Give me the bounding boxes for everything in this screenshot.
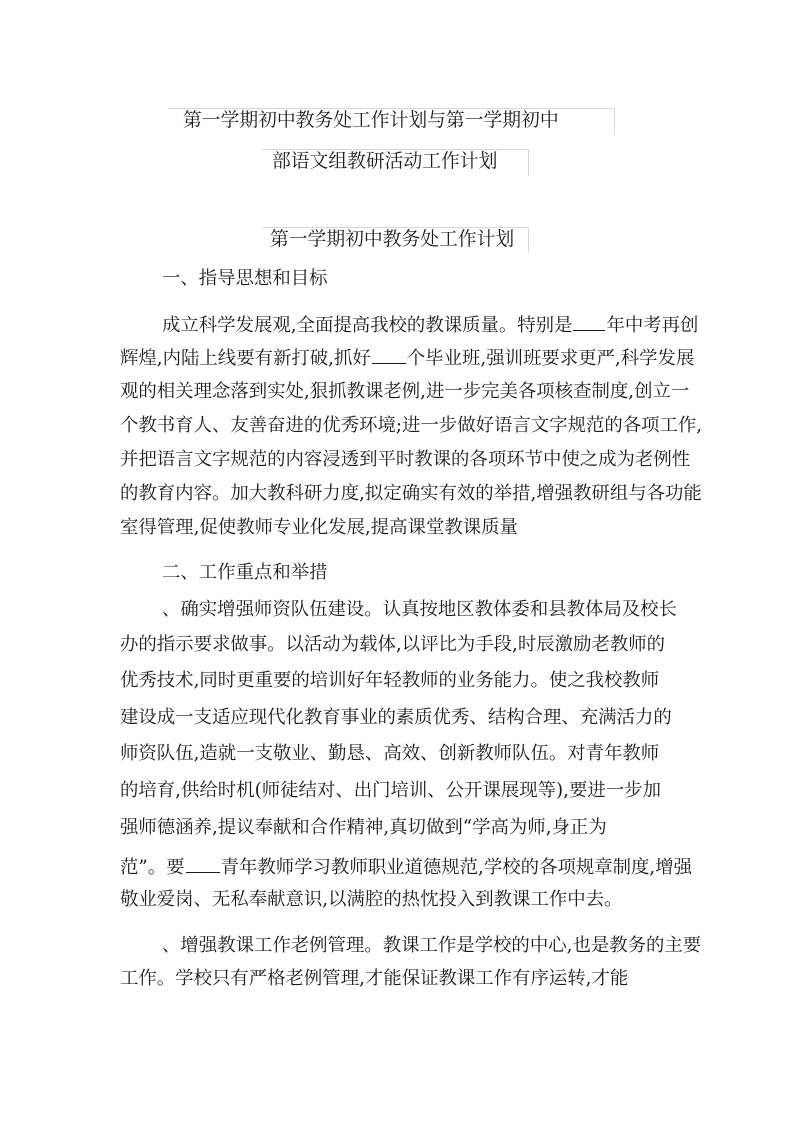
paragraph-line: 工作。学校只有严格老例管理,才能保证教课工作有序运转,才能	[120, 968, 629, 989]
paragraph-line: 辉煌,内陆上线要有新打破,抓好 个毕业班,强训班要求更严,科学发展	[120, 348, 695, 369]
paragraph-line: 室得管理,促使教师专业化发展,提高课堂教课质量	[120, 517, 518, 538]
paragraph-line: 敬业爱岗、无私奉献意识,以满腔的热忱投入到教课工作中去。	[120, 889, 623, 910]
paragraph-line: 、增强教课工作老例管理。教课工作是学校的中心,也是教务的主要	[162, 935, 702, 956]
paragraph-line: 师资队伍,造就一支敬业、勤恳、高效、创新教师队伍。对青年教师	[120, 743, 660, 764]
paragraph-line: 成立科学发展观,全面提高我校的教课质量。特别是 年中考再创	[162, 315, 699, 336]
paragraph-line: 范”。要 青年教师学习教师职业道德规范,学校的各项规章制度,增强	[120, 857, 693, 878]
paragraph-line: 的培育,供给时机(师徒结对、出门培训、公开课展现等),要进一步加	[120, 780, 661, 801]
paragraph-line: 强师德涵养,提议奉献和合作精神,真切做到“学高为师,身正为	[120, 817, 607, 838]
paragraph-line: 建设成一支适应现代化教育事业的素质优秀、结构合理、充满活力的	[120, 707, 672, 728]
paragraph-line: 办的指示要求做事。以活动为载体,以评比为手段,时辰激励老教师的	[120, 634, 666, 655]
paragraph-line: 的教育内容。加大教科研力度,拟定确实有效的举措,增强教研组与各功能	[120, 483, 702, 504]
paragraph-line: 观的相关理念落到实处,狠抓教课老例,进一步完美各项核查制度,创立一	[120, 381, 690, 402]
fill-blank	[573, 313, 605, 331]
fill-blank	[186, 855, 220, 873]
paragraph-line: 个教书育人、友善奋进的优秀环境;进一步做好语言文字规范的各项工作,	[120, 415, 703, 436]
section-heading-2: 二、工作重点和举措	[162, 562, 328, 583]
fill-blank	[372, 346, 406, 364]
paragraph-line: 优秀技术,同时更重要的培训好年轻教师的业务能力。使之我校教师	[120, 670, 660, 691]
document-title-line-2: 部语文组教研活动工作计划	[272, 151, 498, 172]
paragraph-line: 并把语言文字规范的内容浸透到平时教课的各项环节中使之成为老例性	[120, 449, 691, 470]
paragraph-line: 、确实增强师资队伍建设。认真按地区教体委和县教体局及校长	[162, 599, 677, 620]
document-title-line-1: 第一学期初中教务处工作计划与第一学期初中	[183, 110, 559, 131]
document-subtitle: 第一学期初中教务处工作计划	[270, 229, 515, 250]
section-heading-1: 一、指导思想和目标	[162, 268, 328, 289]
